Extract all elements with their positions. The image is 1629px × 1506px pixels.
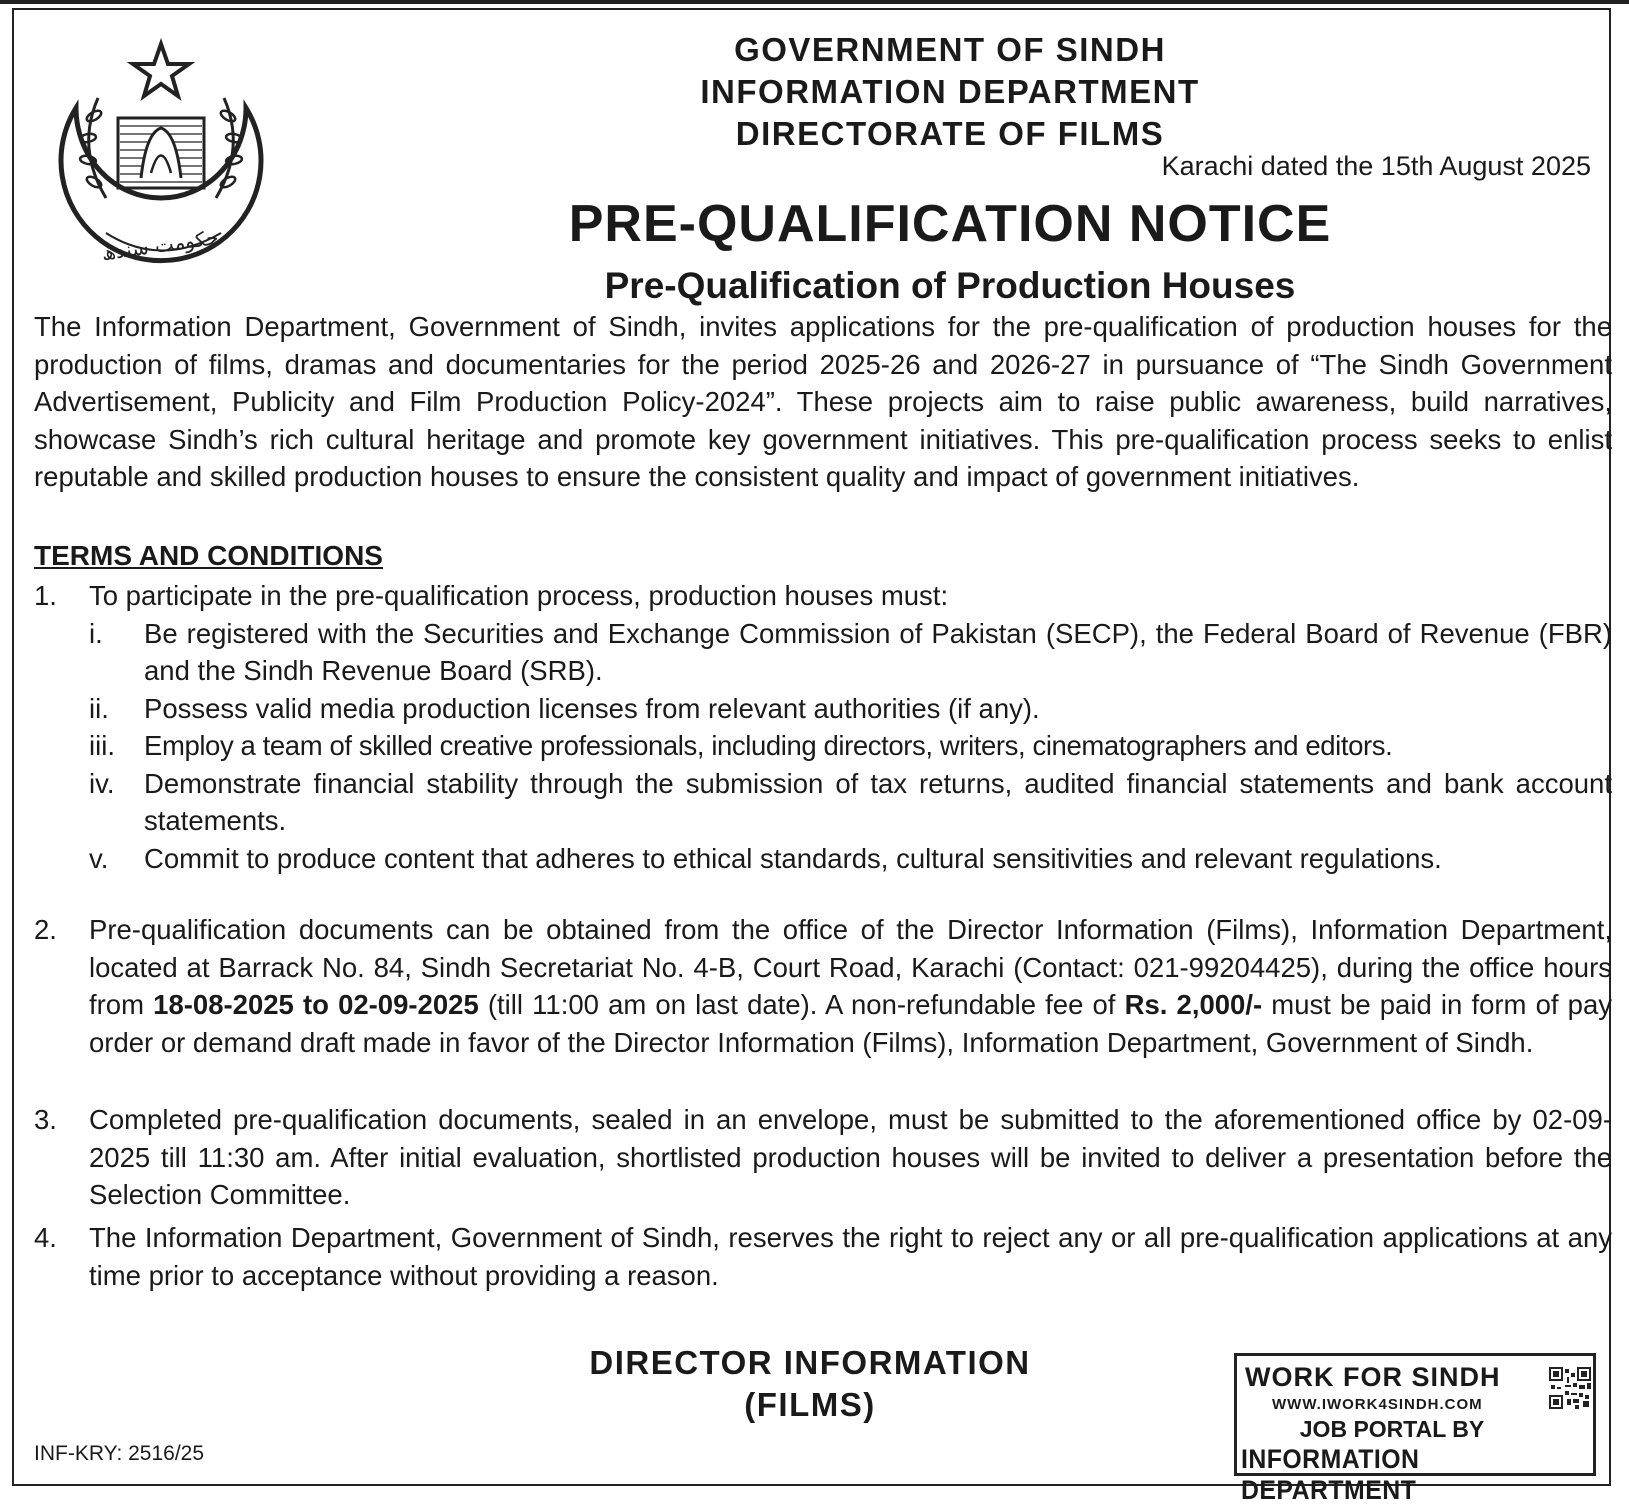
item-number: 4. xyxy=(34,1222,57,1253)
terms-heading: TERMS AND CONDITIONS xyxy=(34,540,383,571)
sindh-government-emblem-icon xyxy=(36,38,286,288)
terms-item-3 xyxy=(34,1101,1612,1214)
badge-url: WWW.IWORK4SINDH.COM xyxy=(1272,1396,1483,1413)
sub-item-text: Be registered with the Securities and Exchange Commission of Pakistan (SECP), the Federal Board of Revenue (FBR) and the Sindh Revenue Board (SRB). xyxy=(144,617,1612,686)
header-government: GOVERNMENT OF SINDH xyxy=(734,31,1166,68)
item-text-part: must be paid in form of pay order or demand draft made in favor of the Director Information (Films), Information Department, Government of Sindh. xyxy=(89,989,1612,1058)
item-number: 1. xyxy=(34,580,57,611)
terms-item-4 xyxy=(34,1219,1612,1294)
item-text-part: (till 11:00 am on last date). A non-refundable fee of xyxy=(478,989,1125,1020)
intro-paragraph: The Information Department, Government of Sindh, invites applications for the pre-qualification of production houses for the production of films, dramas and documentaries for the period 2025-26 and 2026-27 in pursuance of “The Sindh Government Advertisement, Publicity and Film Production Policy-2024”. These projects aim to raise public awareness, build narratives, showcase Sindh’s rich cultural heritage and promote key government initiatives. This pre-qualification process seeks to enlist reputable and skilled production houses to ensure the consistent quality and impact of government initiatives. xyxy=(34,311,1612,492)
notice-subtitle: Pre-Qualification of Production Houses xyxy=(604,265,1296,306)
submission-dates: 18-08-2025 to 02-09-2025 xyxy=(153,989,479,1020)
sub-item-ii xyxy=(89,690,1612,728)
item-number: 3. xyxy=(34,1104,57,1135)
terms-item-1 xyxy=(34,577,1612,877)
item-text: To participate in the pre-qualification process, production houses must: xyxy=(89,580,949,611)
svg-text:حکومت سندھ: حکومت سندھ xyxy=(100,224,220,266)
qr-code-icon xyxy=(1549,1364,1591,1412)
item-text: Completed pre-qualification documents, sealed in an envelope, must be submitted to the aforementioned office by 02-09-2025 till 11:30 am. After initial evaluation, shortlisted production houses will be invited to deliver a presentation before the Selection Committee. xyxy=(89,1104,1612,1210)
fee-amount: Rs. 2,000/- xyxy=(1124,989,1263,1020)
sub-item-iii xyxy=(89,727,1612,765)
signatory-unit: (FILMS) xyxy=(744,1386,876,1423)
item-text-part: Pre-qualification documents can be obtained from the office of the Director Information (Films), Information Department, located at Barrack No. 84, Sindh Secretariat No. 4-B, Court Road, Karachi (Contact: 021-99204425), during the office hours from xyxy=(89,914,1612,1020)
sub-item-text: Possess valid media production licenses from relevant authorities (if any). xyxy=(144,692,1040,724)
terms-item-2 xyxy=(34,911,1612,1061)
reference-number: INF-KRY: 2516/25 xyxy=(34,1442,205,1465)
notice-title: PRE-QUALIFICATION NOTICE xyxy=(568,195,1332,253)
item-text xyxy=(89,911,1612,1061)
badge-department: INFORMATION DEPARTMENT xyxy=(1241,1444,1420,1505)
sub-item-i xyxy=(89,615,1612,690)
sub-item-v xyxy=(89,840,1612,878)
sub-item-number: v. xyxy=(89,842,109,874)
signatory xyxy=(550,1342,1070,1426)
header-department: INFORMATION DEPARTMENT xyxy=(700,73,1200,110)
badge-portal-line: JOB PORTAL BY xyxy=(1299,1416,1485,1442)
signatory-title: DIRECTOR INFORMATION xyxy=(589,1344,1031,1381)
sub-item-number: i. xyxy=(89,617,103,649)
sub-item-text: Commit to produce content that adheres to ethical standards, cultural sensitivities and relevant regulations. xyxy=(144,842,1442,874)
top-rule xyxy=(0,0,1629,4)
sub-item-number: ii. xyxy=(89,692,109,724)
job-portal-badge xyxy=(1234,1353,1596,1505)
header-directorate: DIRECTORATE OF FILMS xyxy=(735,115,1165,152)
notice-date: Karachi dated the 15th August 2025 xyxy=(1161,151,1591,181)
badge-title: WORK FOR SINDH xyxy=(1245,1362,1501,1392)
item-text: The Information Department, Government of Sindh, reserves the right to reject any or all pre-qualification applications at any time prior to acceptance without providing a reason. xyxy=(89,1222,1612,1291)
sub-item-number: iv. xyxy=(89,767,115,799)
sub-item-iv xyxy=(89,765,1612,840)
sub-item-number: iii. xyxy=(89,730,115,761)
sub-item-text: Employ a team of skilled creative professionals, including directors, writers, cinematographers and editors. xyxy=(144,730,1393,761)
item-number: 2. xyxy=(34,914,57,945)
sub-item-text: Demonstrate financial stability through the submission of tax returns, audited financial statements and bank account statements. xyxy=(144,767,1612,836)
